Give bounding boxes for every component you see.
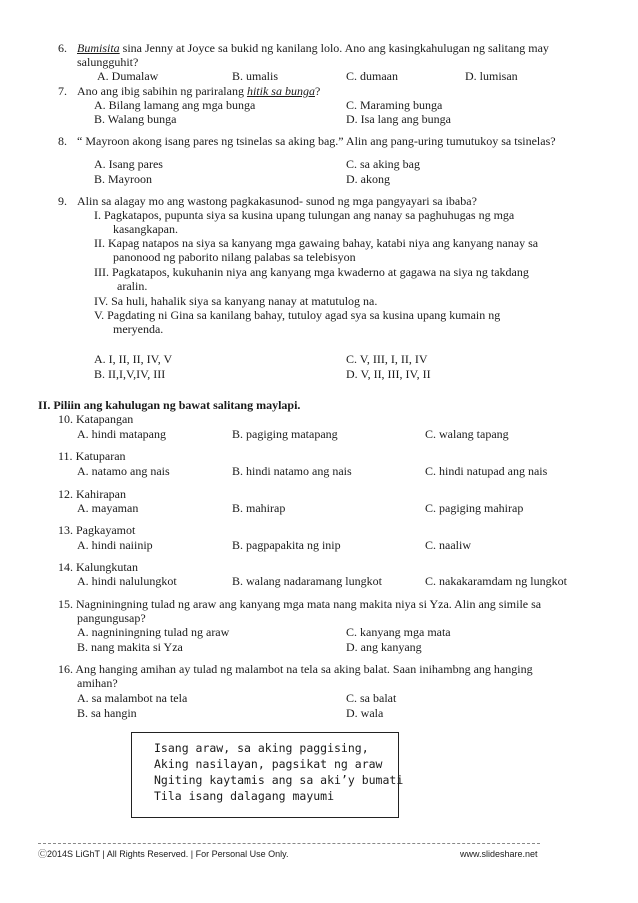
q8-stem: “ Mayroon akong isang pares ng tsinelas sa aking bag.” Alin ang pang-uring tumutukoy sa tsinelas? [77,134,556,148]
q13-option-b: B. pagpapakita ng inip [232,538,341,552]
q7-option-d: D. Isa lang ang bunga [346,112,451,126]
q6-stem-text: sina Jenny at Joyce sa bukid ng kanilang lolo. Ano ang kasingkahulugan ng salitang may [119,41,549,55]
poem-line-1: Isang araw, sa aking paggising, [154,741,369,755]
q15-option-a: A. nagniningning tulad ng araw [77,625,230,639]
poem-line-4: Tila isang dalagang mayumi [154,789,335,803]
q10-stem [58,412,133,426]
q13-option-a: A. hindi naiinip [77,538,153,552]
q11-option-a: A. natamo ang nais [77,464,170,478]
q10-number: 10. [58,412,73,426]
q9-option-a: A. I, II, II, IV, V [94,352,173,366]
poem-box [131,732,404,818]
q9-event-3: III. Pagkatapos, kukuhanin niya ang kanyang mga kwaderno at gagawa na siya ng takdang [94,265,529,279]
q16-stem-text: Ang hanging amihan ay tulad ng malambot na tela sa aking balat. Saan inihambng ang hanging [75,662,533,676]
q9-event-4: IV. Sa huli, hahalik siya sa kanyang nanay at matutulog na. [94,294,378,308]
footer-divider [38,843,540,844]
q7-underlined-phrase: hitik sa bunga [246,84,315,98]
q15-option-c: C. kanyang mga mata [346,625,451,639]
q11-number: 11. [58,449,73,463]
q14-option-c: C. nakakaramdam ng lungkot [425,574,567,588]
q8-number: 8. [58,134,67,148]
q14-stem [58,560,138,574]
q9-number: 9. [58,194,67,208]
poem-line-3: Ngiting kaytamis ang sa aki’y bumati [154,773,404,787]
q13-number: 13. [58,523,73,537]
q12-option-c: C. pagiging mahirap [425,501,524,515]
q7-option-a: A. Bilang lamang ang mga bunga [94,98,256,112]
q6-underlined-word: Bumisita [77,41,120,55]
q15-stem [58,597,541,611]
q15-stem-text: Nagniningning tulad ng araw ang kanyang mga mata nang makita niya si Yza. Alin ang simile sa [76,597,542,611]
q9-event-1: I. Pagkatapos, pupunta siya sa kusina upang tulungan ang nanay sa paghuhugas ng mga [94,208,515,222]
q16-option-c: C. sa balat [346,691,397,705]
q16-option-b: B. sa hangin [77,706,137,720]
q12-option-a: A. mayaman [77,501,139,515]
q16-option-a: A. sa malambot na tela [77,691,188,705]
q15-option-b: B. nang makita si Yza [77,640,183,654]
poem-line-2: Aking nasilayan, pagsikat ng araw [154,757,383,771]
q9-event-2-cont: panonood ng paborito nilang palabas sa telebisyon [113,250,356,264]
footer-site: www.slideshare.net [460,849,538,859]
q15-number: 15. [58,597,73,611]
q9-event-1-cont: kasangkapan. [113,222,178,236]
q9-option-c: C. V, III, I, II, IV [346,352,428,366]
q11-stem [58,449,126,463]
q12-stem [58,487,126,501]
q9-event-5: V. Pagdating ni Gina sa kanilang bahay, tutuloy agad sya sa kusina upang kumain ng [94,308,501,322]
q6-stem [77,41,549,55]
q12-number: 12. [58,487,73,501]
q9-option-b: B. II,I,V,IV, III [94,367,166,381]
q7-number: 7. [58,84,67,98]
q9-option-d: D. V, II, III, IV, II [346,367,431,381]
q10-option-c: C. walang tapang [425,427,509,441]
q9-event-2: II. Kapag natapos na siya sa kanyang mga gawaing bahay, katabi niya ang kanyang nanay sa [94,236,539,250]
q6-option-b: B. umalis [232,69,279,83]
q9-event-3-cont: aralin. [117,279,148,293]
q16-stem-line2: amihan? [77,676,118,690]
q7-option-c: C. Maraming bunga [346,98,443,112]
q14-option-b: B. walang nadaramang lungkot [232,574,382,588]
footer-copyright: Ⓒ2014S LiGhT | All Rights Reserved. | For Personal Use Only. [38,849,289,859]
q11-option-b: B. hindi natamo ang nais [232,464,352,478]
q12-word: Kahirapan [76,487,126,501]
q6-number: 6. [58,41,67,55]
q14-option-a: A. hindi nalulungkot [77,574,177,588]
q8-option-c: C. sa aking bag [346,157,420,171]
q6-stem-line2: salungguhit? [77,55,139,69]
q6-option-c: C. dumaan [346,69,398,83]
q11-option-c: C. hindi natupad ang nais [425,464,548,478]
q7-stem [77,84,320,98]
q7-option-b: B. Walang bunga [94,112,177,126]
q7-question-mark: ? [314,84,321,98]
q10-option-b: B. pagiging matapang [232,427,338,441]
q11-word: Katuparan [75,449,126,463]
q14-word: Kalungkutan [76,560,138,574]
q14-number: 14. [58,560,73,574]
q9-event-5-cont: meryenda. [113,322,164,336]
q15-stem-line2: pangungusap? [77,611,146,625]
q16-stem [58,662,533,676]
q16-option-d: D. wala [346,706,384,720]
q13-stem [58,523,135,537]
q13-word: Pagkayamot [76,523,136,537]
q8-option-a: A. Isang pares [94,157,163,171]
q15-option-d: D. ang kanyang [346,640,422,654]
q10-word: Katapangan [76,412,134,426]
q16-number: 16. [58,662,73,676]
q8-option-b: B. Mayroon [94,172,152,186]
q6-option-d: D. lumisan [465,69,518,83]
q7-stem-text: Ano ang ibig sabihin ng pariralang [77,84,247,98]
section-2-heading: II. Piliin ang kahulugan ng bawat salitang maylapi. [38,398,301,412]
q10-option-a: A. hindi matapang [77,427,166,441]
q12-option-b: B. mahirap [232,501,286,515]
q9-stem: Alin sa alagay mo ang wastong pagkakasunod- sunod ng mga pangyayari sa ibaba? [77,194,477,208]
q8-option-d: D. akong [346,172,390,186]
q13-option-c: C. naaliw [425,538,471,552]
q6-option-a: A. Dumalaw [97,69,159,83]
